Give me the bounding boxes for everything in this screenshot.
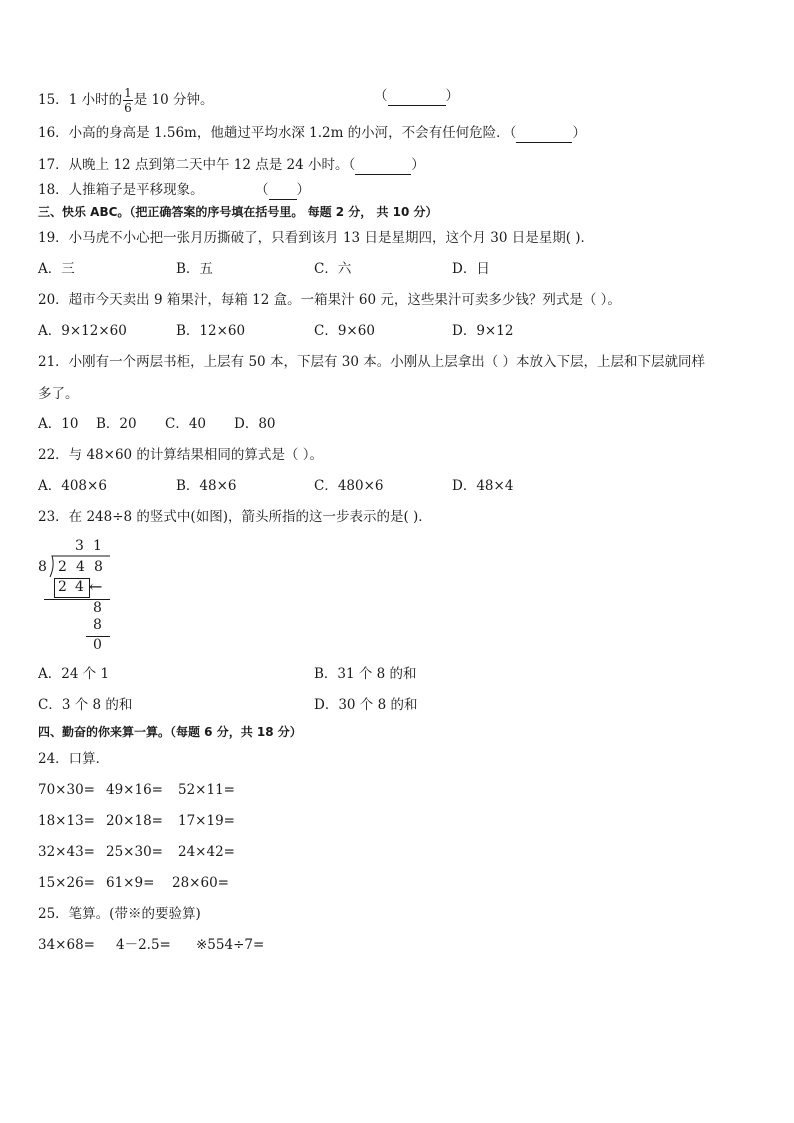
quotient-digit: 3 (75, 538, 84, 554)
dividend-digit: 8 (94, 559, 103, 575)
remainder-digit: 8 (93, 600, 102, 616)
question-19: 19．小马虎不小心把一张月历撕破了，只看到该月 13 日是星期四，这个月 30 日是星期( )． (38, 230, 595, 246)
q21-option-c[interactable]: C．40 (165, 416, 207, 432)
question-23: 23．在 248÷8 的竖式中(如图)，箭头所指的这一步表示的是( )． (38, 509, 432, 525)
mental-math-item: 20×18= (106, 813, 163, 829)
q19-option-d[interactable]: D．日 (452, 261, 490, 277)
result-digit: 0 (93, 637, 102, 653)
mental-math-item: 49×16= (106, 782, 163, 798)
question-20: 20．超市今天卖出 9 箱果汁，每箱 12 盒。一箱果汁 60 元，这些果汁可卖多少钱？列式是（ ）。 (38, 292, 621, 308)
mental-math-item: 24×42= (178, 844, 235, 860)
question-22: 22．与 48×60 的计算结果相同的算式是（ ）。 (38, 447, 323, 463)
q19-option-a[interactable]: A．三 (38, 261, 75, 277)
question-21-line1: 21．小刚有一个两层书柜，上层有 50 本，下层有 30 本。小刚从上层拿出（ ）本放入下层，上层和下层就同样 (38, 354, 705, 370)
q20-option-b[interactable]: B．12×60 (176, 323, 246, 339)
question-15: 15．1 小时的 $\frac{1}{6}$ 是 10 分钟。 (38, 86, 214, 115)
q23-option-b[interactable]: B．31 个 8 的和 (314, 666, 417, 682)
written-calc-item: 4－2.5= (116, 937, 171, 953)
section-3-heading: 三、快乐 ABC。（把正确答案的序号填在括号里。 每题 2 分， 共 10 分） (38, 205, 438, 219)
mental-math-item: 18×13= (38, 813, 95, 829)
fraction-one-sixth: $\frac{1}{6}$ (124, 86, 132, 115)
q22-option-d[interactable]: D．48×4 (452, 478, 514, 494)
mental-math-item: 52×11= (178, 782, 235, 798)
question-16: 16．小高的身高是 1.56m，他趟过平均水深 1.2m 的小河，不会有任何危险．（ ） (38, 125, 586, 141)
mental-math-item: 25×30= (106, 844, 163, 860)
mental-math-item: 61×9= (106, 875, 155, 891)
question-24-title: 24．口算． (38, 751, 110, 767)
mental-math-item: 17×19= (178, 813, 235, 829)
question-21-line2: 多了。 (38, 386, 79, 402)
q22-option-c[interactable]: C．480×6 (314, 478, 384, 494)
mental-math-item: 15×26= (38, 875, 95, 891)
q21-option-d[interactable]: D．80 (234, 416, 276, 432)
q19-option-b[interactable]: B．五 (176, 261, 213, 277)
q22-option-b[interactable]: B．48×6 (176, 478, 237, 494)
question-18: 18．人推箱子是平移现象。 (38, 182, 204, 198)
q21-option-b[interactable]: B．20 (96, 416, 137, 432)
mental-math-item: 70×30= (38, 782, 95, 798)
written-calc-item: ※554÷7= (196, 937, 265, 953)
q23-option-c[interactable]: C．3 个 8 的和 (38, 697, 133, 713)
section-4-heading: 四、勤奋的你来算一算。（每题 6 分，共 18 分） (38, 725, 302, 739)
q21-option-a[interactable]: A．10 (38, 416, 79, 432)
q20-option-a[interactable]: A．9×12×60 (38, 323, 127, 339)
answer-blank-18[interactable]: （ ） (255, 182, 310, 198)
subtraction-digit: 8 (93, 617, 102, 633)
step-digit: 2 (58, 579, 67, 595)
q19-option-c[interactable]: C．六 (314, 261, 352, 277)
answer-blank-15[interactable]: （ ） (374, 88, 459, 104)
dividend-digit: 4 (76, 559, 85, 575)
q20-option-d[interactable]: D．9×12 (452, 323, 514, 339)
mental-math-item: 32×43= (38, 844, 95, 860)
dividend-digit: 2 (58, 559, 67, 575)
quotient-digit: 1 (93, 538, 102, 554)
arrow-left-icon: ← (89, 577, 103, 596)
answer-blank-16[interactable] (516, 128, 572, 143)
q23-option-d[interactable]: D．30 个 8 的和 (314, 697, 418, 713)
q20-option-c[interactable]: C．9×60 (314, 323, 375, 339)
q22-option-a[interactable]: A．408×6 (38, 478, 107, 494)
divisor: 8 (38, 559, 47, 575)
step-digit: 4 (75, 579, 84, 595)
question-25-title: 25．笔算。(带※的要验算) (38, 906, 201, 922)
answer-blank-17[interactable] (355, 160, 411, 175)
written-calc-item: 34×68= (38, 937, 95, 953)
question-17: 17．从晚上 12 点到第二天中午 12 点是 24 小时。（ ） (38, 157, 425, 173)
q23-option-a[interactable]: A．24 个 1 (38, 666, 110, 682)
mental-math-item: 28×60= (172, 875, 229, 891)
